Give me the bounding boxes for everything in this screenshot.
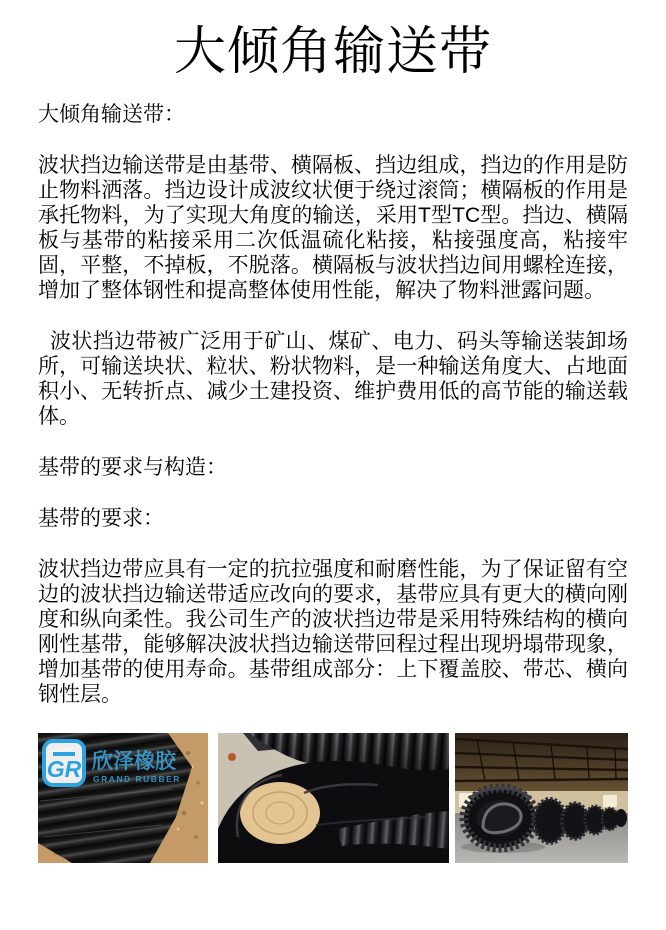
article-body	[0, 82, 666, 707]
brand-monogram-icon: GR	[46, 756, 82, 782]
photo3-coiled-belt-main	[464, 788, 536, 848]
product-photo-row	[0, 733, 666, 863]
article-paragraph-applications: 波状挡边带被广泛用于矿山、煤矿、电力、码头等输送装卸场所，可输送块状、粒状、粉状物料，是一种输送角度大、占地面积小、无转折点、减少土建投资、维护费用低的高节能的输送载体。	[38, 330, 628, 428]
article-subheading-base-belt-requirements: 基带的要求：	[38, 507, 164, 530]
article-paragraph-composition: 波状挡边输送带是由基带、横隔板、挡边组成，挡边的作用是防止物料洒落。挡边设计成波纹状便于绕过滚筒；横隔板的作用是承托物料，为了实现大角度的输送，采用T型TC型。挡边、横隔板与基带的粘接采用二次低温硫化粘接，粘接强度高，粘接牢固，平整，不掉板，不脱落。横隔板与波状挡边间用螺栓连接，增加了整体钢性和提高整体使用性能，解决了物料泄露问题。	[38, 154, 628, 302]
article-paragraph-base-belt: 波状挡边带应具有一定的抗拉强度和耐磨性能，为了保证留有空边的波状挡边输送带适应改向的要求，基带应具有更大的横向刚度和纵向柔性。我公司生产的波状挡边带是采用特殊结构的横向刚性基带，能够解决波状挡边输送带回程过程出现坍塌带现象，增加基带的使用寿命。基带组成部分：上下覆盖胶、带芯、横向钢性层。	[38, 558, 628, 706]
brand-name-english: GRAND RUBBER	[93, 774, 181, 784]
photo3-ceiling	[455, 733, 628, 795]
page-title: 大倾角输送带	[173, 23, 492, 81]
article-lead: 大倾角输送带：	[38, 103, 185, 126]
product-photo-coiled-belt-closeup	[218, 733, 449, 863]
article-subheading-base-belt-structure: 基带的要求与构造：	[38, 456, 227, 479]
product-photo-warehouse	[455, 733, 628, 863]
product-photo-sidewall-slab	[38, 733, 208, 863]
brand-name-chinese: 欣泽橡胶	[92, 750, 176, 773]
